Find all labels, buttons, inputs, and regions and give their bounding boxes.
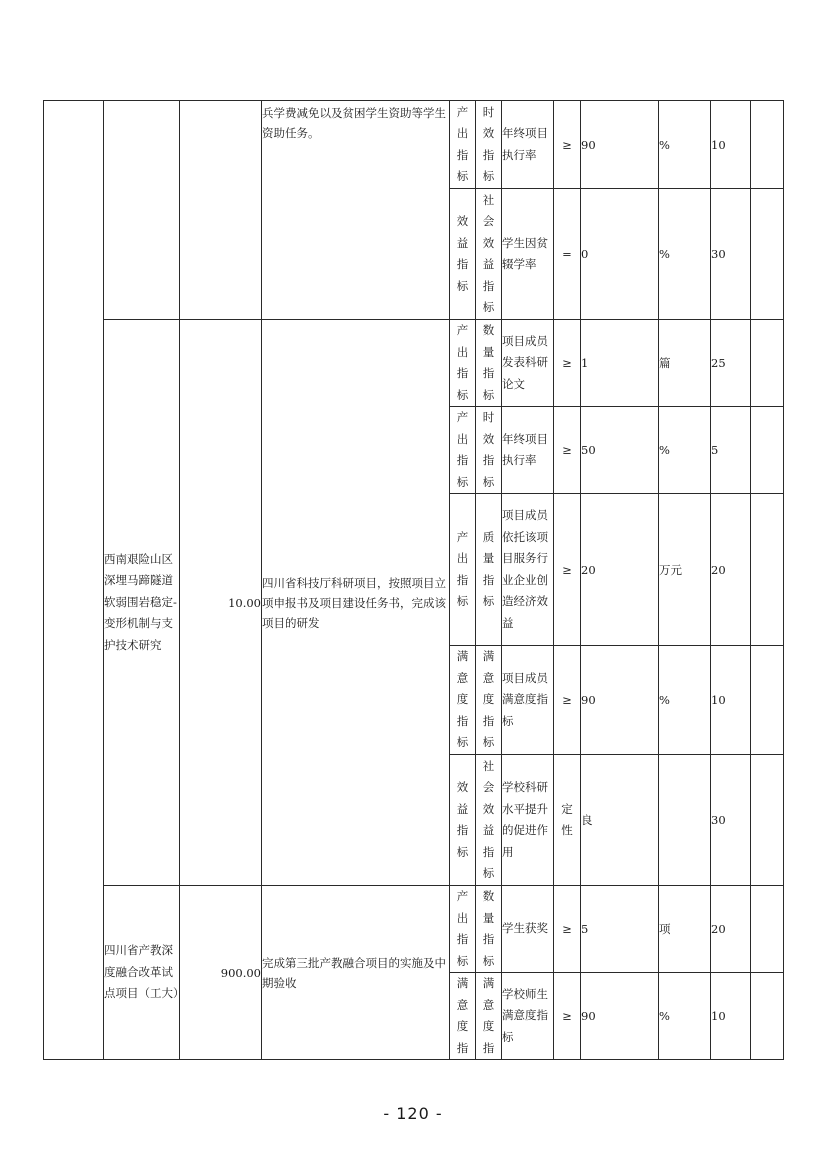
indicator-name-cell: 学生因贫辍学率 xyxy=(502,189,554,320)
secondary-indicator-cell: 时效指标 xyxy=(476,407,502,494)
unit-cell xyxy=(659,755,711,886)
remark-cell xyxy=(751,407,784,494)
project-name-cell: 四川省产教深度融合改革试点项目（工大） xyxy=(104,886,180,1060)
table-row xyxy=(44,886,784,973)
indicator-name-cell: 学校师生满意度指标 xyxy=(502,973,554,1060)
project-name-cell xyxy=(104,101,180,320)
table-row xyxy=(44,320,784,407)
project-amount-cell: 10.00 xyxy=(180,320,262,886)
indicator-name-cell: 项目成员满意度指标 xyxy=(502,646,554,755)
unit-cell: 项 xyxy=(659,886,711,973)
target-value-cell: 50 xyxy=(581,407,659,494)
target-value-cell: 90 xyxy=(581,646,659,755)
primary-indicator-cell: 效益指标 xyxy=(450,189,476,320)
project-name-cell: 西南艰险山区深埋马蹄隧道软弱围岩稳定-变形机制与支护技术研究 xyxy=(104,320,180,886)
unit-cell: 万元 xyxy=(659,494,711,646)
remark-cell xyxy=(751,101,784,189)
unit-cell: 篇 xyxy=(659,320,711,407)
remark-cell xyxy=(751,973,784,1060)
secondary-indicator-cell: 满意度指标 xyxy=(476,646,502,755)
operator-cell: ≥ xyxy=(554,494,581,646)
unit-cell: % xyxy=(659,101,711,189)
score-cell: 30 xyxy=(711,189,751,320)
secondary-indicator-cell: 数量指标 xyxy=(476,320,502,407)
target-value-cell: 5 xyxy=(581,886,659,973)
primary-indicator-cell: 产出指标 xyxy=(450,494,476,646)
remark-cell xyxy=(751,189,784,320)
score-cell: 10 xyxy=(711,646,751,755)
score-cell: 30 xyxy=(711,755,751,886)
page-number: - 120 - xyxy=(383,1104,443,1123)
unit-cell: % xyxy=(659,407,711,494)
score-cell: 5 xyxy=(711,407,751,494)
unit-cell: % xyxy=(659,973,711,1060)
primary-indicator-cell: 产出指标 xyxy=(450,101,476,189)
score-cell: 20 xyxy=(711,886,751,973)
department-cell xyxy=(44,101,104,1060)
operator-cell: ≥ xyxy=(554,973,581,1060)
secondary-indicator-cell: 时效指标 xyxy=(476,101,502,189)
secondary-indicator-cell: 社会效益指标 xyxy=(476,755,502,886)
primary-indicator-cell: 产出指标 xyxy=(450,886,476,973)
performance-indicator-table xyxy=(43,100,784,1060)
operator-cell: 定性 xyxy=(554,755,581,886)
score-cell: 10 xyxy=(711,101,751,189)
target-value-cell: 20 xyxy=(581,494,659,646)
operator-cell: ≥ xyxy=(554,646,581,755)
target-value-cell: 良 xyxy=(581,755,659,886)
indicator-name-cell: 年终项目执行率 xyxy=(502,407,554,494)
target-value-cell: 90 xyxy=(581,101,659,189)
operator-cell: ≥ xyxy=(554,407,581,494)
primary-indicator-cell: 满意度指 xyxy=(450,973,476,1060)
operator-cell: ≥ xyxy=(554,886,581,973)
indicator-name-cell: 项目成员依托该项目服务行业企业创造经济效益 xyxy=(502,494,554,646)
operator-cell: ≥ xyxy=(554,320,581,407)
remark-cell xyxy=(751,886,784,973)
remark-cell xyxy=(751,646,784,755)
primary-indicator-cell: 产出指标 xyxy=(450,407,476,494)
project-task-cell: 兵学费减免以及贫困学生资助等学生资助任务。 xyxy=(262,101,450,320)
unit-cell: % xyxy=(659,189,711,320)
primary-indicator-cell: 满意度指标 xyxy=(450,646,476,755)
project-task-cell: 四川省科技厅科研项目，按照项目立项申报书及项目建设任务书，完成该项目的研发 xyxy=(262,320,450,886)
secondary-indicator-cell: 数量指标 xyxy=(476,886,502,973)
target-value-cell: 90 xyxy=(581,973,659,1060)
remark-cell xyxy=(751,494,784,646)
indicator-name-cell: 学生获奖 xyxy=(502,886,554,973)
secondary-indicator-cell: 满意度指 xyxy=(476,973,502,1060)
remark-cell xyxy=(751,755,784,886)
project-task-cell: 完成第三批产教融合项目的实施及中期验收 xyxy=(262,886,450,1060)
primary-indicator-cell: 效益指标 xyxy=(450,755,476,886)
indicator-name-cell: 项目成员发表科研论文 xyxy=(502,320,554,407)
operator-cell: = xyxy=(554,189,581,320)
target-value-cell: 0 xyxy=(581,189,659,320)
score-cell: 10 xyxy=(711,973,751,1060)
project-amount-cell: 900.00 xyxy=(180,886,262,1060)
unit-cell: % xyxy=(659,646,711,755)
project-amount-cell xyxy=(180,101,262,320)
remark-cell xyxy=(751,320,784,407)
indicator-name-cell: 学校科研水平提升的促进作用 xyxy=(502,755,554,886)
secondary-indicator-cell: 社会效益指标 xyxy=(476,189,502,320)
indicator-name-cell: 年终项目执行率 xyxy=(502,101,554,189)
secondary-indicator-cell: 质量指标 xyxy=(476,494,502,646)
table-row xyxy=(44,101,784,189)
score-cell: 20 xyxy=(711,494,751,646)
target-value-cell: 1 xyxy=(581,320,659,407)
primary-indicator-cell: 产出指标 xyxy=(450,320,476,407)
score-cell: 25 xyxy=(711,320,751,407)
operator-cell: ≥ xyxy=(554,101,581,189)
